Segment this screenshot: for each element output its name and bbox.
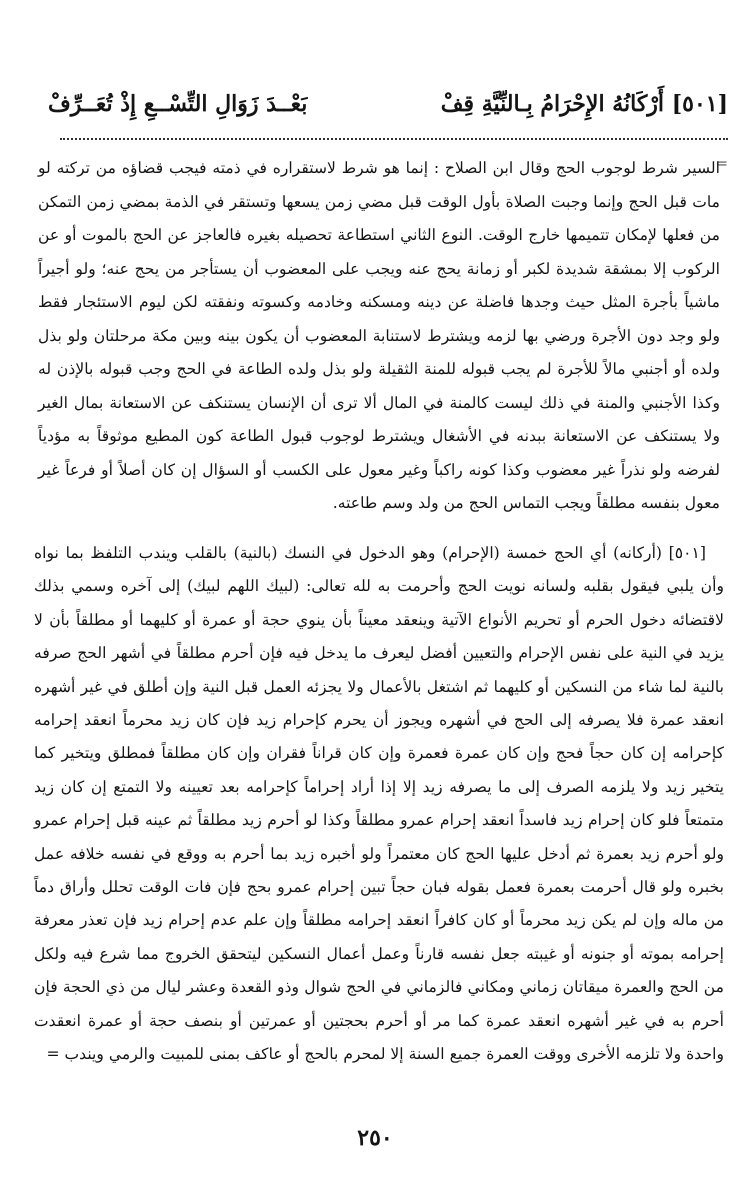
gloss-paragraph: [٥٠١] (أركانه) أي الحج خمسة (الإحرام) وهو الدخول في النسك (بالنية) بالقلب ويندب التلفظ بما نواه وأن يلبي فيقول بقلبه ولسانه نويت الحج وأحرمت به لله تعالى: (لبيك اللهم لبيك) إلى آخره وسمي بذلك لاقتضائه دخول الحرم أو تحريم الأنواع الآتية وينعقد معيناً بأن ينوي حجة أو عمرة أو كليهما أو مطلقاً بأن لا يزيد في النية على نفس الإحرام والتعيين أفضل ليعرف ما يدخل فيه فإن أحرم مطلقاً في أشهر الحج صرفه بالنية لما شاء من النسكين أو كليهما ثم اشتغل بالأعمال ولا يجزئه العمل قبل النية وإن أطلق في غير أشهره انعقد عمرة فلا يصرفه إلى الحج في أشهره ويجوز أن يحرم كإحرام زيد فإن كان زيد محرماً انعقد إحرامه كإحرامه إن كان حجاً فحج وإن كان عمرة فعمرة وإن كان قراناً فقران وإن كان مطلقاً فمطلق ويتخير كما يتخير زيد ولا يلزمه الصرف إلى ما يصرفه زيد إلا إذا أراد إحراماً كإحرامه بعد تعيينه ولا التمتع إن كان زيد متمتعاً فلو كان إحرام زيد فاسداً انعقد إحرام عمرو مطلقاً وكذا لو أحرم زيد مطلقاً ثم عينه قبل إحرام عمرو ولو أحرم زيد بعمرة ثم أدخل عليها الحج كان معتمراً ولو أخبره زيد بما أحرم به ووقع في نفسه خلافه عمل بخبره ولو قال أحرمت بعمرة فعمل بقوله فبان حجاً تبين إحرام عمرو بحج فإن فات الوقت تحلل وأراق دماً من ماله وإن لم يكن زيد محرماً أو كان كافراً انعقد إحرامه مطلقاً وإن علم عدم إحرام زيد فإن تعذر معرفة إحرامه بموته أو جنونه أو غيبته جعل نفسه قارناً وعمل أعمال النسكين ليتحقق الخروج مما شرع فيه ولكل من الحج والعمرة ميقاتان زماني ومكاني فالزماني في الحج شوال وذو القعدة وعشر ليال من ذي الحجة فإن أحرم به في غير أشهره انعقد عمرة كما مر أو أحرم بحجتين أو عمرتين أو بنصف حجة أو عمرة انعقدت واحدة ولا تلزمه الأخرى ووقت العمرة جميع السنة إلا لمحرم بالحج أو عاكف بمنى للمبيت والرمي ويندب = xyxy=(34,544,724,1064)
header-verse-left: بَعْــدَ زَوَالِ التِّسْــعِ إِذْ تُعَــرِّفْ xyxy=(48,90,308,117)
continuation-marker: = xyxy=(716,156,728,172)
running-header xyxy=(48,84,728,124)
header-verse-right: [٥٠١] أَرْكَانُهُ الإِحْرَامُ بِـالنِّيَّةِ قِفْ xyxy=(440,90,728,117)
commentary-paragraph: السير شرط لوجوب الحج وقال ابن الصلاح : إنما هو شرط لاستقراره في ذمته فيجب قضاؤه من تركته لو مات قبل الحج وإنما وجبت الصلاة بأول الوقت قبل مضي زمن يسعها وتستقر في الذمة بمضي زمن التمكن من فعلها لإمكان تتميمها خارج الوقت. النوع الثاني استطاعة تحصيله بغيره فالعاجز عن الحج بالموت أو عن الركوب إلا بمشقة شديدة لكبر أو زمانة يحج عنه ويجب على المعضوب أن يستأجر من يحج عنه؛ ولو أجيراً ماشياً بأجرة المثل حيث وجدها فاضلة عن دينه ومسكنه وخادمه وكسوته ونفقته لكن ليوم الاستئجار فقط ولو وجد دون الأجرة ورضي بها لزمه ويشترط لاستنابة المعضوب أن يكون بينه وبين مكة مرحلتان ولو بذل ولده أو أجنبي مالاً للأجرة لم يجب قبوله للمنة الثقيلة ولو بذل ولده الطاعة في الحج وجب قبوله بالإذن له وكذا الأجنبي والمنة في ذلك ليست كالمنة في المال ألا ترى أن الإنسان يستنكف عن الاستعانة بمال الغير ولا يستنكف عن الاستعانة ببدنه في الأشغال ويشترط لوجوب قبول الطاعة كون المطيع موثوقاً به مؤدياً لفرضه ولو نذراً غير معضوب وكذا كونه راكباً وغير معول على الكسب أو السؤال إن كان أصلاً أو فرعاً غير معول بنفسه مطلقاً ويجب التماس الحج من ولد وسم طاعته. xyxy=(38,159,720,512)
dotted-separator xyxy=(60,138,728,140)
page-number: ٢٥٠ xyxy=(357,1125,393,1151)
